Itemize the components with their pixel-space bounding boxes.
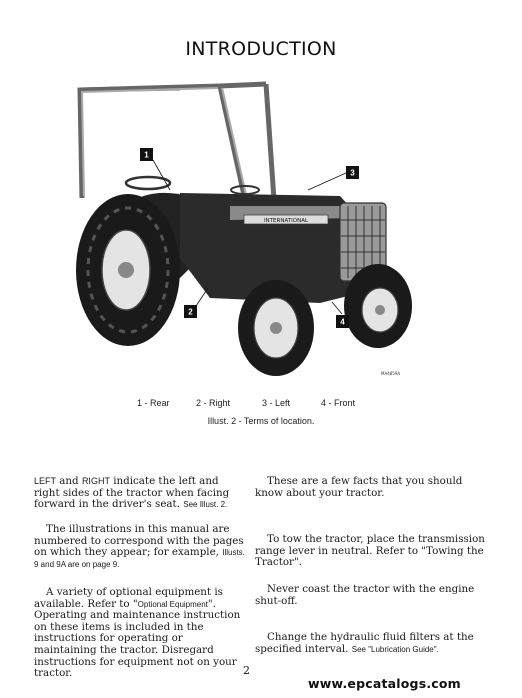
svg-text:3: 3 [350, 168, 355, 178]
left-paragraph-3: A variety of optional equipment is available. Refer to "Optional Equipment". Operating and maintenance instruction on these items is included in the instructions for operating or maintaining the tractor. Disregard instructions for equipment not on your tractor. [34, 586, 241, 680]
illust-reference: See Illust. 2. [183, 500, 228, 510]
rear-wheel [76, 194, 180, 346]
callout-2 [184, 288, 208, 318]
legend-rear: 1 - Rear [137, 398, 170, 408]
legend-front: 4 - Front [321, 398, 356, 408]
figure-caption: Illust. 2 - Terms of location. [207, 416, 315, 426]
lubrication-guide-reference: See "Lubrication Guide". [351, 644, 439, 654]
svg-text:1: 1 [144, 150, 149, 160]
page-number: 2 [243, 664, 250, 677]
front-left-wheel [238, 280, 314, 376]
left-paragraph-1: LEFT and RIGHT indicate the left and right sides of the tractor when facing forward in the driver's seat. See Illust. 2. [34, 475, 230, 511]
svg-text:4: 4 [340, 317, 345, 327]
callout-3 [308, 166, 359, 190]
front-right-wheel [344, 264, 412, 348]
page-title: INTRODUCTION [185, 38, 337, 60]
term-right: RIGHT [81, 476, 110, 486]
grille-brand-text: INTERNATIONAL [263, 218, 309, 224]
svg-text:2: 2 [188, 307, 193, 317]
right-paragraph-2: To tow the tractor, place the transmission range lever in neutral. Refer to "Towing the Tractor". [255, 533, 485, 569]
left-paragraph-2: The illustrations in this manual are numbered to correspond with the pages on which they appear; for example, Illusts. 9 and 9A are on page 9. [34, 523, 245, 569]
illust-reference: Illusts. 9 and 9A are on page 9. [34, 548, 245, 569]
right-paragraph-4: Change the hydraulic fluid filters at the specified interval. See "Lubrication Guide". [255, 631, 474, 655]
optional-equipment-reference: Optional Equipment [137, 599, 208, 609]
tractor-illustration [70, 78, 430, 378]
legend-right: 2 - Right [196, 398, 231, 408]
callout-1 [140, 148, 170, 190]
right-paragraph-3: Never coast the tractor with the engine shut-off. [255, 583, 475, 607]
watermark: www.epcatalogs.com [308, 676, 461, 691]
legend-left: 3 - Left [262, 398, 291, 408]
figure-id: MA4859A [381, 371, 401, 376]
term-left: LEFT [34, 476, 57, 486]
right-paragraph-1: These are a few facts that you should know about your tractor. [255, 475, 463, 499]
